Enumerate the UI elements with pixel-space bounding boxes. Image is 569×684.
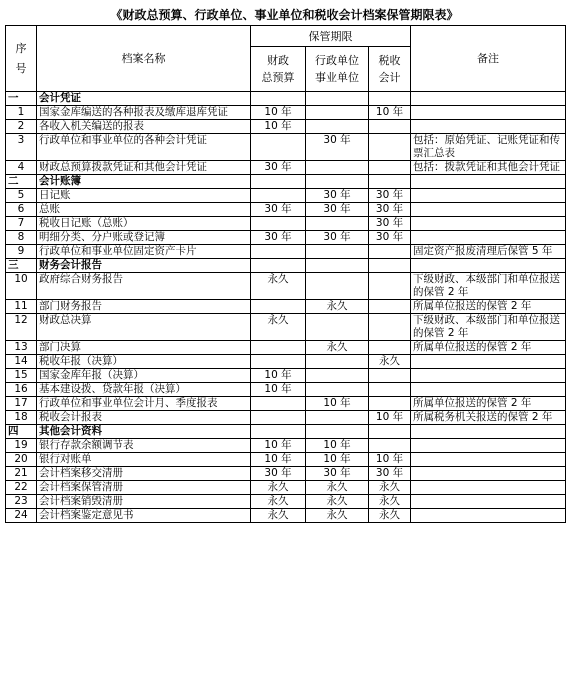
row-number: 16	[6, 383, 37, 397]
retention-tax	[369, 369, 411, 383]
retention-admin: 永久	[306, 341, 369, 355]
table-row	[6, 217, 566, 231]
table-row	[6, 397, 566, 411]
row-number: 10	[6, 273, 37, 300]
row-number: 19	[6, 439, 37, 453]
empty-cell	[306, 425, 369, 439]
retention-fin	[251, 189, 306, 203]
table-row	[6, 161, 566, 175]
retention-tax	[369, 439, 411, 453]
retention-fin: 永久	[251, 273, 306, 300]
retention-fin	[251, 341, 306, 355]
archive-name: 国家金库年报（决算）	[37, 369, 251, 383]
retention-fin: 10 年	[251, 369, 306, 383]
table-row	[6, 453, 566, 467]
remarks: 所属税务机关报送的保管 2 年	[411, 411, 566, 425]
section-row	[6, 259, 566, 273]
retention-admin	[306, 383, 369, 397]
archive-name: 银行存款余额调节表	[37, 439, 251, 453]
retention-tax: 10 年	[369, 453, 411, 467]
archive-name: 日记账	[37, 189, 251, 203]
retention-tax: 30 年	[369, 217, 411, 231]
archive-name: 明细分类、分户账或登记簿	[37, 231, 251, 245]
remarks	[411, 369, 566, 383]
archive-name: 各收入机关编送的报表	[37, 120, 251, 134]
archive-name: 总账	[37, 203, 251, 217]
table-row	[6, 134, 566, 161]
section-title: 会计凭证	[37, 92, 251, 106]
retention-tax	[369, 383, 411, 397]
empty-cell	[251, 92, 306, 106]
retention-admin: 30 年	[306, 467, 369, 481]
retention-tax: 30 年	[369, 467, 411, 481]
section-title: 其他会计资料	[37, 425, 251, 439]
row-number: 18	[6, 411, 37, 425]
retention-fin: 30 年	[251, 203, 306, 217]
remarks: 所属单位报送的保管 2 年	[411, 397, 566, 411]
row-number: 3	[6, 134, 37, 161]
retention-tax	[369, 300, 411, 314]
retention-fin	[251, 355, 306, 369]
header-col-fin	[251, 47, 306, 92]
retention-admin	[306, 355, 369, 369]
row-number: 24	[6, 509, 37, 523]
remarks	[411, 120, 566, 134]
table-row	[6, 383, 566, 397]
retention-admin: 30 年	[306, 203, 369, 217]
row-number: 13	[6, 341, 37, 355]
empty-cell	[411, 92, 566, 106]
retention-fin: 永久	[251, 481, 306, 495]
retention-fin: 10 年	[251, 453, 306, 467]
retention-tax: 永久	[369, 355, 411, 369]
archive-name: 部门决算	[37, 341, 251, 355]
retention-fin	[251, 245, 306, 259]
archive-name: 部门财务报告	[37, 300, 251, 314]
retention-admin	[306, 411, 369, 425]
header-seq-text: 序 号	[15, 41, 27, 75]
retention-tax: 30 年	[369, 189, 411, 203]
archive-name: 政府综合财务报告	[37, 273, 251, 300]
retention-fin: 永久	[251, 314, 306, 341]
table-row	[6, 120, 566, 134]
row-number: 22	[6, 481, 37, 495]
retention-admin: 永久	[306, 495, 369, 509]
archive-name: 基本建设拨、贷款年报（决算）	[37, 383, 251, 397]
header-col-fin-text: 财政 总预算	[261, 54, 295, 84]
row-number: 15	[6, 369, 37, 383]
remarks: 下级财政、本级部门和单位报送的保管 2 年	[411, 314, 566, 341]
retention-tax: 永久	[369, 509, 411, 523]
retention-tax: 永久	[369, 495, 411, 509]
table-row	[6, 300, 566, 314]
row-number: 1	[6, 106, 37, 120]
archive-name: 银行对账单	[37, 453, 251, 467]
section-number: 三	[6, 259, 37, 273]
empty-cell	[411, 259, 566, 273]
header-col-admin-text: 行政单位 事业单位	[315, 54, 359, 84]
retention-admin	[306, 106, 369, 120]
retention-admin: 永久	[306, 300, 369, 314]
archive-name: 税收日记账（总账）	[37, 217, 251, 231]
empty-cell	[369, 425, 411, 439]
archive-name: 行政单位和事业单位的各种会计凭证	[37, 134, 251, 161]
empty-cell	[369, 259, 411, 273]
retention-tax	[369, 245, 411, 259]
retention-tax: 30 年	[369, 203, 411, 217]
remarks	[411, 453, 566, 467]
retention-tax	[369, 341, 411, 355]
retention-admin: 30 年	[306, 134, 369, 161]
table-row	[6, 314, 566, 341]
empty-cell	[251, 259, 306, 273]
empty-cell	[306, 259, 369, 273]
remarks	[411, 231, 566, 245]
retention-fin: 10 年	[251, 120, 306, 134]
empty-cell	[411, 425, 566, 439]
row-number: 8	[6, 231, 37, 245]
retention-fin: 30 年	[251, 467, 306, 481]
retention-fin: 10 年	[251, 106, 306, 120]
remarks	[411, 203, 566, 217]
row-number: 14	[6, 355, 37, 369]
table-row	[6, 355, 566, 369]
remarks	[411, 217, 566, 231]
retention-fin	[251, 300, 306, 314]
remarks: 包括：原始凭证、记账凭证和传票汇总表	[411, 134, 566, 161]
remarks	[411, 355, 566, 369]
retention-tax	[369, 134, 411, 161]
remarks	[411, 383, 566, 397]
remarks	[411, 509, 566, 523]
table-row	[6, 231, 566, 245]
empty-cell	[306, 92, 369, 106]
row-number: 17	[6, 397, 37, 411]
section-number: 四	[6, 425, 37, 439]
retention-admin	[306, 161, 369, 175]
archive-name: 会计档案移交清册	[37, 467, 251, 481]
remarks	[411, 495, 566, 509]
retention-fin	[251, 217, 306, 231]
remarks	[411, 106, 566, 120]
header-name: 档案名称	[37, 26, 251, 92]
retention-admin	[306, 314, 369, 341]
retention-admin	[306, 369, 369, 383]
retention-fin: 10 年	[251, 439, 306, 453]
remarks: 所属单位报送的保管 2 年	[411, 300, 566, 314]
remarks	[411, 189, 566, 203]
archive-name: 财政总决算	[37, 314, 251, 341]
retention-fin: 永久	[251, 495, 306, 509]
retention-tax: 10 年	[369, 411, 411, 425]
retention-admin: 永久	[306, 481, 369, 495]
row-number: 23	[6, 495, 37, 509]
retention-tax	[369, 161, 411, 175]
table-row	[6, 245, 566, 259]
section-row	[6, 175, 566, 189]
table-row	[6, 106, 566, 120]
table-row	[6, 273, 566, 300]
table-row	[6, 495, 566, 509]
archive-name: 会计档案鉴定意见书	[37, 509, 251, 523]
retention-fin	[251, 411, 306, 425]
remarks	[411, 439, 566, 453]
archive-name: 税收会计报表	[37, 411, 251, 425]
archive-name: 国家金库编送的各种报表及缴库退库凭证	[37, 106, 251, 120]
archive-name: 会计档案保管清册	[37, 481, 251, 495]
table-row	[6, 341, 566, 355]
table-body	[6, 92, 566, 523]
retention-tax: 30 年	[369, 231, 411, 245]
section-row	[6, 425, 566, 439]
table-row	[6, 411, 566, 425]
retention-fin: 30 年	[251, 231, 306, 245]
header-col-tax-text: 税收 会计	[378, 54, 401, 84]
table-row	[6, 439, 566, 453]
empty-cell	[369, 92, 411, 106]
archive-name: 财政总预算拨款凭证和其他会计凭证	[37, 161, 251, 175]
retention-admin	[306, 217, 369, 231]
row-number: 20	[6, 453, 37, 467]
remarks: 固定资产报废清理后保管 5 年	[411, 245, 566, 259]
remarks	[411, 481, 566, 495]
empty-cell	[369, 175, 411, 189]
table-row	[6, 203, 566, 217]
section-title: 会计账簿	[37, 175, 251, 189]
retention-admin	[306, 120, 369, 134]
document-title: 《财政总预算、行政单位、事业单位和税收会计档案保管期限表》	[110, 8, 459, 22]
table-row	[6, 189, 566, 203]
remarks: 下级财政、本级部门和单位报送的保管 2 年	[411, 273, 566, 300]
retention-tax	[369, 120, 411, 134]
retention-admin: 10 年	[306, 397, 369, 411]
row-number: 9	[6, 245, 37, 259]
header-seq	[6, 26, 37, 92]
remarks	[411, 467, 566, 481]
table-row	[6, 467, 566, 481]
empty-cell	[251, 425, 306, 439]
row-number: 21	[6, 467, 37, 481]
section-number: 二	[6, 175, 37, 189]
empty-cell	[306, 175, 369, 189]
header-col-tax	[369, 47, 411, 92]
header-col-admin	[306, 47, 369, 92]
retention-fin	[251, 397, 306, 411]
retention-tax: 永久	[369, 481, 411, 495]
retention-table	[5, 25, 566, 523]
retention-admin: 30 年	[306, 189, 369, 203]
section-title: 财务会计报告	[37, 259, 251, 273]
archive-name: 税收年报（决算）	[37, 355, 251, 369]
row-number: 4	[6, 161, 37, 175]
row-number: 6	[6, 203, 37, 217]
empty-cell	[251, 175, 306, 189]
retention-fin	[251, 134, 306, 161]
row-number: 7	[6, 217, 37, 231]
remarks: 所属单位报送的保管 2 年	[411, 341, 566, 355]
table-row	[6, 369, 566, 383]
remarks: 包括：拨款凭证和其他会计凭证	[411, 161, 566, 175]
retention-admin	[306, 245, 369, 259]
retention-tax	[369, 273, 411, 300]
table-row	[6, 509, 566, 523]
header-retention: 保管期限	[251, 26, 411, 47]
table-row	[6, 481, 566, 495]
row-number: 11	[6, 300, 37, 314]
header-remarks: 备注	[411, 26, 566, 92]
archive-name: 行政单位和事业单位会计月、季度报表	[37, 397, 251, 411]
retention-fin: 30 年	[251, 161, 306, 175]
archive-name: 行政单位和事业单位固定资产卡片	[37, 245, 251, 259]
retention-admin: 10 年	[306, 453, 369, 467]
row-number: 5	[6, 189, 37, 203]
section-row	[6, 92, 566, 106]
retention-admin: 10 年	[306, 439, 369, 453]
retention-fin: 永久	[251, 509, 306, 523]
retention-admin: 永久	[306, 509, 369, 523]
retention-fin: 10 年	[251, 383, 306, 397]
empty-cell	[411, 175, 566, 189]
row-number: 12	[6, 314, 37, 341]
retention-admin: 30 年	[306, 231, 369, 245]
retention-tax: 10 年	[369, 106, 411, 120]
row-number: 2	[6, 120, 37, 134]
retention-tax	[369, 397, 411, 411]
archive-name: 会计档案销毁清册	[37, 495, 251, 509]
section-number: 一	[6, 92, 37, 106]
retention-tax	[369, 314, 411, 341]
retention-admin	[306, 273, 369, 300]
